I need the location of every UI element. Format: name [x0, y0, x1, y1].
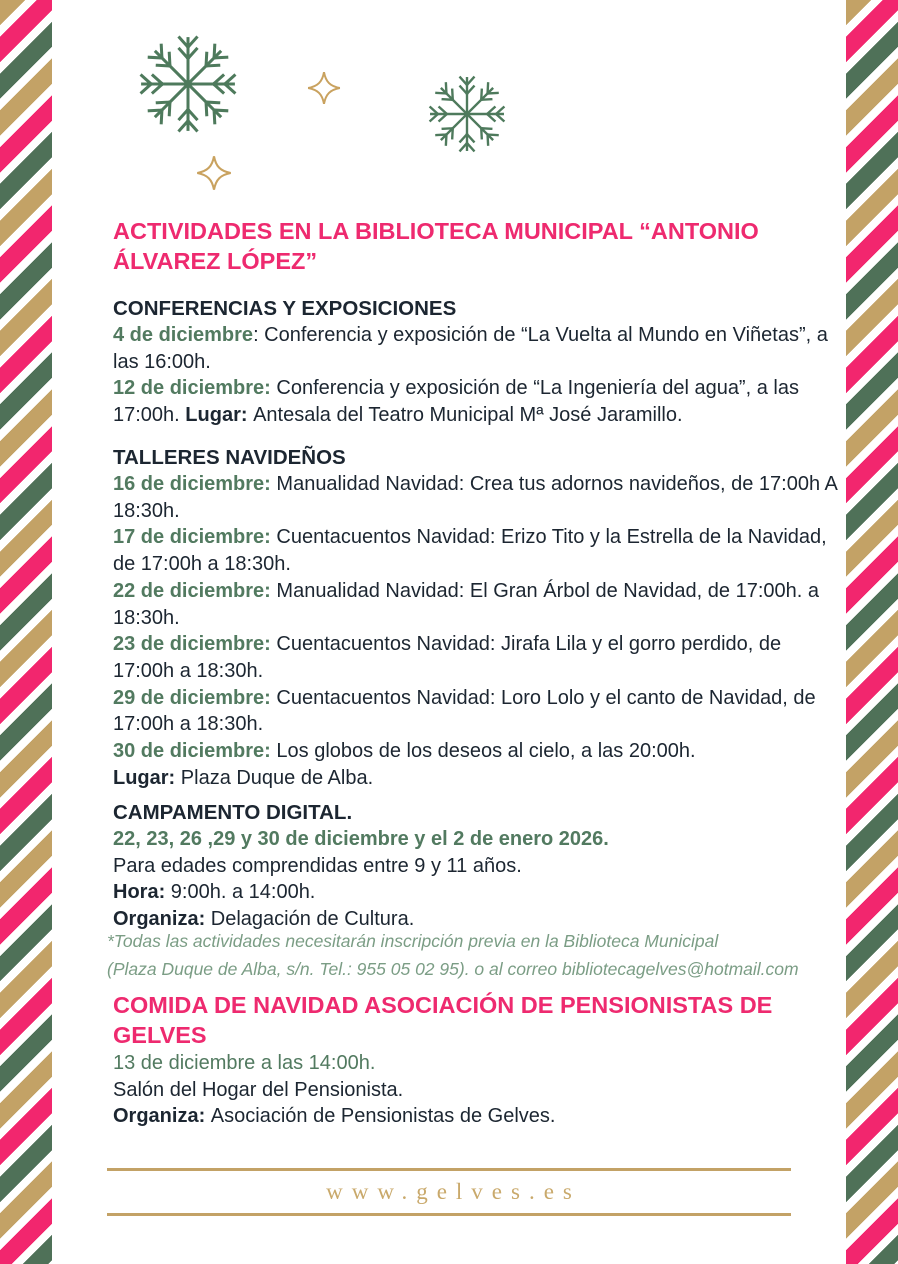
divider	[107, 1213, 791, 1216]
date-text: 12 de diciembre:	[113, 377, 277, 400]
candy-stripe-border-right	[846, 0, 898, 1264]
section-body	[113, 322, 839, 429]
section-talleres	[113, 444, 839, 791]
date-text: 23 de diciembre:	[113, 633, 277, 656]
section-heading: CONFERENCIAS Y EXPOSICIONES	[113, 297, 457, 320]
label-text: Lugar:	[113, 766, 181, 789]
body-text: Delagación de Cultura.	[210, 908, 415, 931]
registration-note	[107, 928, 847, 983]
note-line: *Todas las actividades necesitarán inscripción previa en la Biblioteca Municipal	[107, 931, 719, 951]
section-body	[113, 1050, 839, 1130]
body-text: 9:00h. a 14:00h.	[170, 881, 316, 904]
body-text: Manualidad Navidad: Crea tus adornos navideños, de 17:00h A 18:30h.	[113, 473, 837, 522]
body-text: Cuentacuentos Navidad: Jirafa Lila y el gorro perdido, de 17:00h a 18:30h.	[113, 633, 782, 682]
date-text: 4 de diciembre	[113, 324, 254, 346]
date-text: 22 de diciembre:	[113, 579, 277, 602]
candy-stripe-border-left	[0, 0, 52, 1264]
body-text: Cuentacuentos Navidad: Loro Lolo y el canto de Navidad, de 17:00h a 18:30h.	[113, 686, 816, 736]
body-text: Antesala del Teatro Municipal Mª José Jaramillo.	[253, 404, 683, 427]
snowflake-icon	[426, 73, 508, 155]
event-line	[113, 631, 839, 684]
event-line	[113, 1050, 839, 1077]
section-heading: CAMPAMENTO DIGITAL.	[113, 801, 353, 824]
section-conferencias	[113, 295, 839, 429]
date-text: 13 de diciembre a las 14:00h.	[113, 1052, 376, 1074]
body-text: Salón del Hogar del Pensionista.	[113, 1078, 404, 1101]
page-title: ACTIVIDADES EN LA BIBLIOTECA MUNICIPAL “ANTONIO ÁLVAREZ LÓPEZ”	[113, 218, 759, 274]
event-line	[113, 765, 839, 792]
date-text: 29 de diciembre:	[113, 686, 277, 709]
body-text: Plaza Duque de Alba.	[180, 766, 374, 789]
label-text: Organiza:	[113, 908, 211, 931]
section-comida	[113, 990, 839, 1130]
event-line	[113, 826, 839, 853]
note-line: (Plaza Duque de Alba, s/n. Tel.: 955 05 02 95). o al correo bibliotecagelves@hotmail.com	[107, 958, 799, 979]
event-line	[113, 322, 839, 375]
body-text: Manualidad Navidad: El Gran Árbol de Navidad, de 17:00h. a 18:30h.	[113, 579, 819, 629]
event-line	[113, 853, 839, 880]
event-line	[113, 578, 839, 631]
section-body	[113, 471, 839, 791]
section-heading: TALLERES NAVIDEÑOS	[113, 446, 346, 469]
body-text: Conferencia y exposición de “La Ingeniería del agua”, a las 17:00h.	[113, 377, 799, 427]
body-text: Para edades comprendidas entre 9 y 11 años.	[113, 854, 522, 877]
body-text: Los globos de los deseos al cielo, a las 20:00h.	[276, 740, 696, 763]
section-campamento	[113, 799, 839, 933]
label-text: Lugar:	[185, 404, 254, 427]
date-text: 30 de diciembre:	[113, 740, 277, 763]
event-line	[113, 375, 839, 428]
date-text: 17 de diciembre:	[113, 526, 277, 549]
event-line	[113, 738, 839, 765]
event-line	[113, 524, 839, 577]
body-text: Asociación de Pensionistas de Gelves.	[210, 1105, 556, 1128]
event-line	[113, 471, 839, 524]
label-text: Hora:	[113, 881, 171, 904]
body-text: Cuentacuentos Navidad: Erizo Tito y la Estrella de la Navidad, de 17:00h a 18:30h.	[113, 526, 827, 576]
date-text: 16 de diciembre:	[113, 473, 277, 495]
event-line	[113, 1077, 839, 1104]
sparkle-icon	[306, 70, 342, 106]
event-line	[113, 685, 839, 738]
website-url: www.gelves.es	[326, 1179, 581, 1204]
event-line	[113, 1103, 839, 1130]
date-text: 22, 23, 26 ,29 y 30 de diciembre y el 2 de enero 2026.	[113, 828, 609, 850]
label-text: Organiza:	[113, 1105, 211, 1128]
snowflake-icon	[136, 32, 240, 136]
body-text: : Conferencia y exposición de “La Vuelta al Mundo en Viñetas”, a las 16:00h.	[113, 324, 828, 373]
sparkle-icon	[195, 154, 233, 192]
section-body	[113, 826, 839, 933]
footer	[107, 1168, 791, 1216]
event-line	[113, 879, 839, 906]
section-heading: COMIDA DE NAVIDAD ASOCIACIÓN DE PENSIONISTAS DE GELVES	[113, 992, 773, 1048]
